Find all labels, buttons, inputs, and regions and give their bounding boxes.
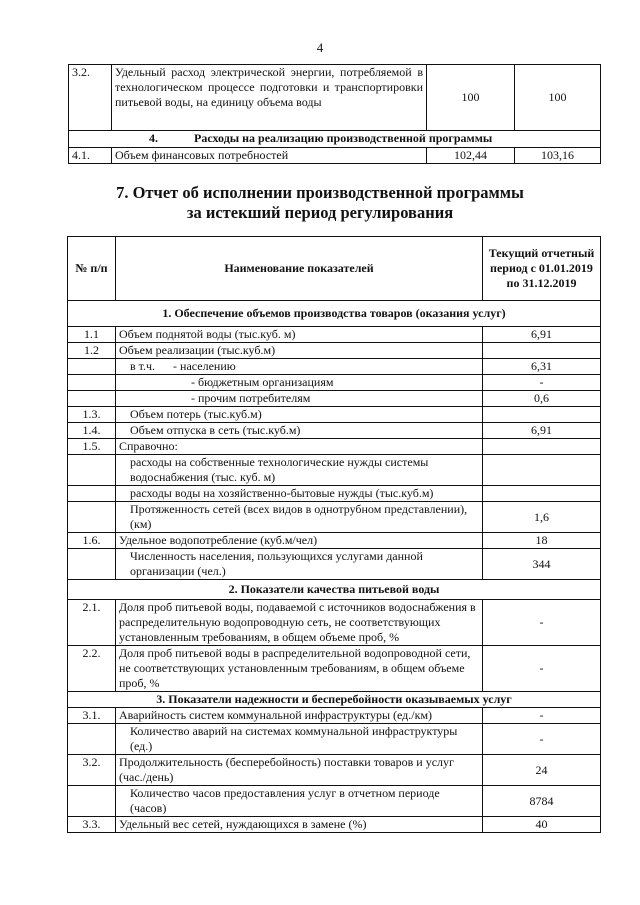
table-row (68, 817, 601, 833)
table-row (68, 786, 601, 817)
row-number: 1.2 (68, 343, 116, 359)
row-name: Удельный вес сетей, нуждающихся в замене (%) (116, 817, 483, 833)
row-value: 0,6 (483, 391, 601, 407)
row-value: - (483, 600, 601, 646)
row-name: Продолжительность (бесперебойность) поставки товаров и услуг (час./день) (116, 755, 483, 786)
row-number: 1.1 (68, 327, 116, 343)
row-value (483, 407, 601, 423)
table-row (68, 486, 601, 502)
row-number: 1.3. (68, 407, 116, 423)
row-value: 18 (483, 533, 601, 549)
section-title: 2. Показатели качества питьевой воды (68, 580, 601, 600)
row-name: Доля проб питьевой воды, подаваемой с источников водоснабжения в распределительную водопроводную сеть, не соответствующих установленным требованиям, в общем объеме проб, % (116, 600, 483, 646)
row-number: 2.2. (68, 646, 116, 692)
row-name: Объем потерь (тыс.куб.м) (116, 407, 483, 423)
row-name: расходы на собственные технологические нужды системы водоснабжения (тыс. куб. м) (116, 455, 483, 486)
row-value (483, 455, 601, 486)
section-title: Расходы на реализацию производственной программы (194, 131, 493, 145)
row-value: 6,91 (483, 423, 601, 439)
row-value: 1,6 (483, 502, 601, 533)
row-value: 8784 (483, 786, 601, 817)
row-name: Удельное водопотребление (куб.м/чел) (116, 533, 483, 549)
row-number: 1.6. (68, 533, 116, 549)
row-name: Объем отпуска в сеть (тыс.куб.м) (116, 423, 483, 439)
row-value: 102,44 (427, 148, 515, 164)
table-row (68, 391, 601, 407)
row-name: Протяженность сетей (всех видов в однотрубном представлении), (км) (116, 502, 483, 533)
table-row (68, 724, 601, 755)
row-value: 344 (483, 549, 601, 580)
section-number: 4. (149, 131, 158, 145)
row-name: Объем финансовых потребностей (112, 148, 427, 164)
row-number: 3.1. (68, 708, 116, 724)
table-row (68, 549, 601, 580)
row-name: Количество часов предоставления услуг в отчетном периоде (часов) (116, 786, 483, 817)
row-value: - (483, 646, 601, 692)
heading-line-1: 7. Отчет об исполнении производственной программы (116, 183, 524, 202)
row-value: 6,31 (483, 359, 601, 375)
table-row (69, 65, 601, 131)
row-name: Справочно: (116, 439, 483, 455)
row-name: - прочим потребителям (116, 391, 483, 407)
section-title: 3. Показатели надежности и бесперебойности оказываемых услуг (68, 692, 601, 708)
row-value: 100 (515, 65, 601, 131)
section-heading (0, 183, 640, 223)
section-title: 1. Обеспечение объемов производства товаров (оказания услуг) (68, 301, 601, 327)
row-value: 6,91 (483, 327, 601, 343)
row-value (483, 439, 601, 455)
row-name: Численность населения, пользующихся услугами данной организации (чел.) (116, 549, 483, 580)
row-name: Удельный расход электрической энергии, потребляемой в технологическом процессе подготовки и транспортировки питьевой воды, на единицу объема воды (112, 65, 427, 131)
row-value: - (483, 724, 601, 755)
heading-line-2: за истекший период регулирования (186, 203, 454, 222)
table-row (68, 708, 601, 724)
header-name: Наименование показателей (116, 237, 483, 301)
table-row (68, 439, 601, 455)
table-row (68, 755, 601, 786)
row-number: 1.4. (68, 423, 116, 439)
row-name: расходы воды на хозяйственно-бытовые нужды (тыс.куб.м) (116, 486, 483, 502)
row-name: Доля проб питьевой воды в распределительной водопроводной сети, не соответствующих установленным требованиям, в общем объеме проб, % (116, 646, 483, 692)
row-number: 2.1. (68, 600, 116, 646)
row-number: 3.2. (68, 755, 116, 786)
row-name: Объем реализации (тыс.куб.м) (116, 343, 483, 359)
top-table (68, 64, 601, 164)
row-value: - (483, 708, 601, 724)
row-value: 100 (427, 65, 515, 131)
row-name: Аварийность систем коммунальной инфраструктуры (ед./км) (116, 708, 483, 724)
row-number: 4.1. (69, 148, 112, 164)
row-name: - населению (173, 359, 236, 373)
report-table (67, 236, 601, 833)
table-row (68, 646, 601, 692)
table-row (68, 327, 601, 343)
section-row (68, 580, 601, 600)
row-name: - бюджетным организациям (116, 375, 483, 391)
header-period: Текущий отчетный период с 01.01.2019 по 31.12.2019 (483, 237, 601, 301)
row-name: Объем поднятой воды (тыс.куб. м) (116, 327, 483, 343)
table-row (68, 343, 601, 359)
row-value (483, 486, 601, 502)
row-number: 3.3. (68, 817, 116, 833)
row-number: 3.2. (69, 65, 112, 131)
row-number: 1.5. (68, 439, 116, 455)
page-number: 4 (316, 40, 324, 55)
table-row (68, 407, 601, 423)
table-row (68, 502, 601, 533)
header-row (68, 237, 601, 301)
row-value: 103,16 (515, 148, 601, 164)
section-row (68, 692, 601, 708)
table-row (68, 359, 601, 375)
header-num: № п/п (68, 237, 116, 301)
table-row (68, 375, 601, 391)
table-row (68, 455, 601, 486)
table-row (69, 148, 601, 164)
row-value: 24 (483, 755, 601, 786)
table-row (68, 423, 601, 439)
table-row (68, 600, 601, 646)
row-value: 40 (483, 817, 601, 833)
section-row (68, 301, 601, 327)
row-value: - (483, 375, 601, 391)
row-label: в т.ч. (130, 359, 156, 373)
section-row (69, 131, 601, 148)
table-row (68, 533, 601, 549)
row-value (483, 343, 601, 359)
row-name: Количество аварий на системах коммунальной инфраструктуры (ед.) (116, 724, 483, 755)
